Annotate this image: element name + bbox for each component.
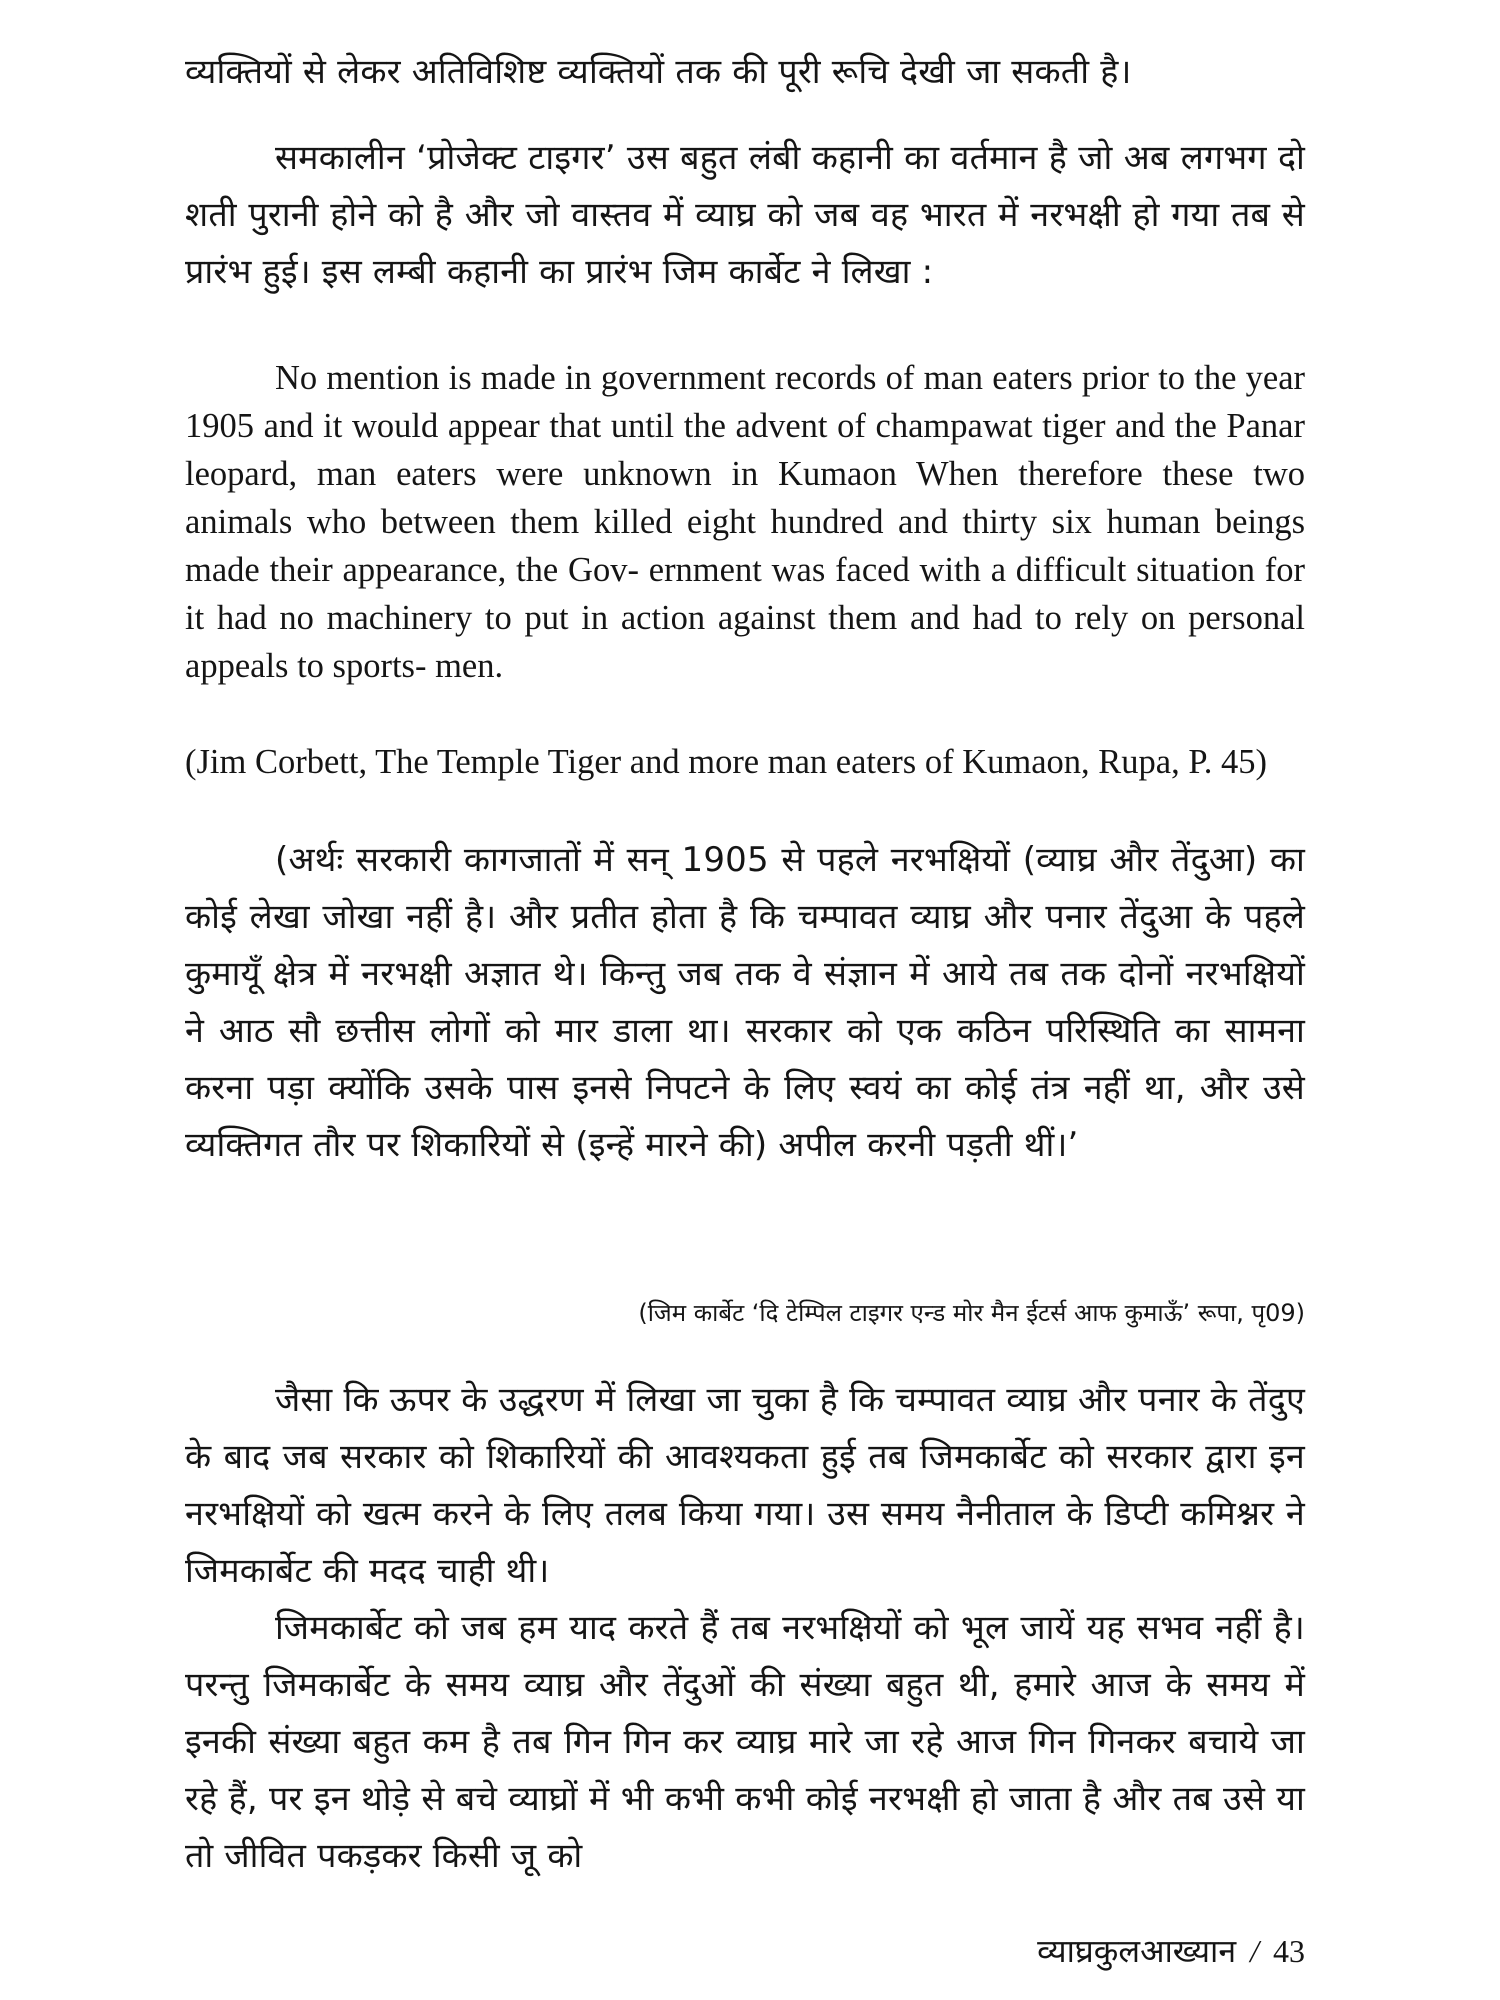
block-quote-english: No mention is made in government records of man eaters prior to the year 1905 and it would appear that until the advent of champawat tiger and the Panar leopard, man eaters were unknown in Kumaon When therefore these two animals who between them killed eight hundred and thirty six human beings made their appearance, the Gov- ernment was faced with a difficult situation for it had no machinery to put in action against them and had to rely on personal appeals to sports- men. — [185, 359, 1305, 685]
citation-hindi: (जिम कार्बेट ‘दि टेम्पिल टाइगर एन्ड मोर मैन ईटर्स आफ कुमाऊँ’ रूपा, पृ09) — [638, 1299, 1305, 1327]
footer-separator: / — [1250, 1933, 1259, 1969]
running-book-title: व्याघ्रकुलआख्यान — [1037, 1932, 1237, 1970]
paragraph-man-eaters-today: जिमकार्बेट को जब हम याद करते हैं तब नरभक्षियों को भूल जायें यह सभव नहीं है। परन्तु जिमकार्बेट के समय व्याघ्र और तेंदुओं की संख्या बहुत थी, हमारे आज के समय में इनकी संख्या बहुत कम है तब गिन गिन कर व्याघ्र मारे जा रहे आज गिन गिनकर बचाये जा रहे हैं, पर इन थोड़े से बचे व्याघ्रों में भी कभी कभी कोई नरभक्षी हो जाता है और तब उसे या तो जीवित पकड़कर किसी जू को — [185, 1608, 1305, 1876]
page-footer — [1037, 1929, 1305, 1972]
paragraph-translation: (अर्थः सरकारी कागजातों में सन् 1905 से पहले नरभक्षियों (व्याघ्र और तेंदुआ) का कोई लेखा जोखा नहीं है। और प्रतीत होता है कि चम्पावत व्याघ्र और पनार तेंदुआ के पहले कुमायूँ क्षेत्र में नरभक्षी अज्ञात थे। किन्तु जब तक वे संज्ञान में आये तब तक दोनों नरभक्षियों ने आठ सौ छत्तीस लोगों को मार डाला था। सरकार को एक कठिन परिस्थिति का सामना करना पड़ा क्योंकि उसके पास इनसे निपटने के लिए स्वयं का कोई तंत्र नहीं था, और उसे व्यक्तिगत तौर पर शिकारियों से (इन्हें मारने की) अपील करनी पड़ती थीं।’ — [185, 840, 1305, 1165]
page-number: 43 — [1273, 1933, 1305, 1969]
citation-english: (Jim Corbett, The Temple Tiger and more man eaters of Kumaon, Rupa, P. 45) — [185, 743, 1267, 781]
paragraph-project-tiger: समकालीन ‘प्रोजेक्ट टाइगर’ उस बहुत लंबी कहानी का वर्तमान है जो अब लगभग दो शती पुरानी होने को है और जो वास्तव में व्याघ्र को जब वह भारत में नरभक्षी हो गया तब से प्रारंभ हुई। इस लम्बी कहानी का प्रारंभ जिम कार्बेट ने लिखा : — [185, 138, 1305, 292]
paragraph-corbett-summoned: जैसा कि ऊपर के उद्धरण में लिखा जा चुका है कि चम्पावत व्याघ्र और पनार के तेंदुए के बाद जब सरकार को शिकारियों की आवश्यकता हुई तब जिमकार्बेट को सरकार द्वारा इन नरभक्षियों को खत्म करने के लिए तलब किया गया। उस समय नैनीताल के डिप्टी कमिश्नर ने जिमकार्बेट की मदद चाही थी। — [185, 1380, 1305, 1591]
paragraph-continuation: व्यक्तियों से लेकर अतिविशिष्ट व्यक्तियों तक की पूरी रूचि देखी जा सकती है। — [185, 52, 1132, 92]
